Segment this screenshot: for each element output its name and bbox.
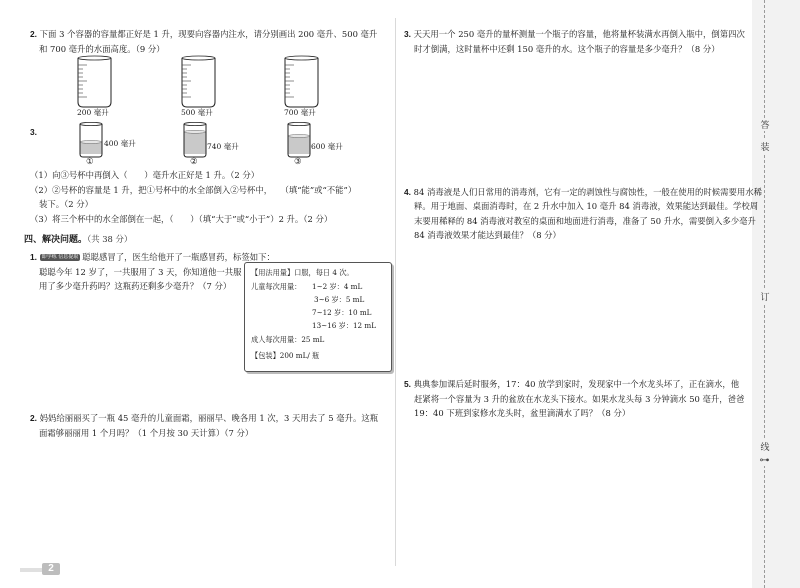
label-row-1: 1~2 岁：4 mL — [312, 282, 363, 291]
cup-water-1 — [80, 142, 102, 154]
beaker-3 — [285, 56, 318, 107]
cup-mark-1: ① — [86, 156, 94, 166]
binding-label-b: 订 — [758, 290, 772, 303]
cup-water-surface-3 — [288, 135, 310, 138]
q3-sub2-line1: （2）②号杯的容量是 1 升，把①号杯中的水全部倒入②号杯中， （填“能”或“不能”） — [30, 185, 357, 195]
column-divider — [395, 18, 396, 566]
cup-rim-2 — [184, 122, 206, 125]
beaker-label-3: 700 毫升 — [284, 108, 316, 117]
label-adult: 成人每次用量：25 mL — [251, 335, 325, 344]
p5-line2: 赶紧将一个容量为 3 升的盆放在水龙头下接水。如果水龙头每 3 分钟滴水 50 毫升，爸爸 — [414, 394, 745, 404]
cup-rim-3 — [288, 122, 310, 125]
label-row-4: 13~16 岁：12 mL — [312, 321, 376, 330]
p4-line4: 84 消毒液效果才能达到最佳？（8 分） — [414, 230, 561, 240]
cup-3 — [288, 122, 310, 157]
q3-sub1: （1）向③号杯中再倒入（ ）毫升水正好是 1 升。（2 分） — [30, 170, 260, 180]
medicine-label-card — [244, 262, 392, 372]
beaker-2 — [182, 56, 215, 107]
label-child: 儿童每次用量： — [251, 282, 302, 291]
q3-sub2-line2: 装下。（2 分） — [39, 199, 94, 209]
p4-line2: 释。用于地面、桌面消毒时，在 2 升水中加入 10 毫升 84 消毒液，效果能达到最佳。学校周 — [414, 201, 759, 211]
page-number: 2 — [42, 563, 60, 575]
p5-line1: 5. 典典参加课后延时服务，17：40 放学到家时，发现家中一个水龙头坏了，正在滴水，他 — [404, 379, 740, 389]
cup-mark-3: ③ — [294, 156, 302, 166]
q3-number: 3. — [30, 127, 37, 137]
cup-water-surface-1 — [80, 141, 102, 144]
p4-line3: 末要用稀释的 84 消毒液对教室的桌面和地面进行消毒，准备了 50 升水，需要倒入多少毫升 — [414, 216, 756, 226]
cup-water-3 — [288, 136, 310, 154]
label-pack: 【包装】200 mL/ 瓶 — [251, 351, 320, 360]
label-usage: 【用法用量】口服，每日 4 次。 — [251, 268, 354, 277]
cup-volume-3: 600 毫升 — [311, 142, 343, 151]
p3-line1: 3. 天天用一个 250 毫升的量杯测量一个瓶子的容量，他将量杯装满水再倒入瓶中，倒第四次 — [404, 29, 745, 39]
p1-line3: 用了多少毫升药吗？这瓶药还剩多少毫升？（7 分） — [39, 281, 232, 291]
beaker-label-1: 200 毫升 — [77, 108, 109, 117]
p3-line2: 时才倒满，这时量杯中还剩 150 毫升的水。这个瓶子的容量是多少毫升？（8 分） — [414, 44, 720, 54]
q3-sub3: （3）将三个杯中的水全部倒在一起，（ ）（填“大于”或“小于”）2 升。（2 分） — [30, 214, 333, 224]
beaker-label-2: 500 毫升 — [181, 108, 213, 117]
cup-volume-2: 740 毫升 — [207, 142, 239, 151]
binding-scissors-icon: ⊶ — [757, 455, 771, 466]
cup-water-surface-2 — [184, 130, 206, 133]
p1-tag: 即学练 信息提取 — [41, 254, 79, 260]
p2-line2: 面霜够丽丽用 1 个月吗？（1 个月按 30 天计算）（7 分） — [39, 428, 254, 438]
q2-line2: 和 700 毫升的水面高度。（9 分） — [39, 44, 165, 54]
cup-mark-2: ② — [190, 156, 198, 166]
cup-volume-1: 400 毫升 — [104, 139, 136, 148]
p1-line2: 聪聪今年 12 岁了，一共服用了 3 天，你知道他一共服 — [39, 267, 242, 277]
cup-water-2 — [184, 132, 206, 154]
binding-label-c: 线 — [758, 440, 772, 453]
label-row-2: 3~6 岁：5 mL — [314, 295, 365, 304]
binding-label-answer: 答 — [758, 118, 772, 131]
p1-line1: 1. 即学练 信息提取 聪聪感冒了，医生给他开了一瓶感冒药，标签如下： — [30, 252, 275, 262]
p2-line1: 2. 妈妈给丽丽买了一瓶 45 毫升的儿童面霜，丽丽早、晚各用 1 次，3 天用去了 5 毫升。这瓶 — [30, 413, 379, 423]
cup-2 — [184, 122, 206, 157]
section-heading: 四、解决问题。（共 38 分） — [24, 234, 133, 245]
cup-1 — [80, 122, 102, 157]
label-row-3: 7~12 岁：10 mL — [312, 308, 372, 317]
p4-line1: 4. 84 消毒液是人们日常用的消毒剂，它有一定的剥蚀性与腐蚀性，一般在使用的时候需要用水稀 — [404, 187, 762, 197]
binding-label-a: 装 — [758, 140, 772, 153]
q2-line1: 2. 下面 3 个容器的容量都正好是 1 升，现要向容器内注水，请分别画出 200 毫升、500 毫升 — [30, 29, 378, 39]
p5-line3: 19：40 下班到家修水龙头时，盆里滴满水了吗？（8 分） — [414, 408, 631, 418]
beaker-1 — [78, 56, 111, 107]
cup-rim-1 — [80, 122, 102, 125]
